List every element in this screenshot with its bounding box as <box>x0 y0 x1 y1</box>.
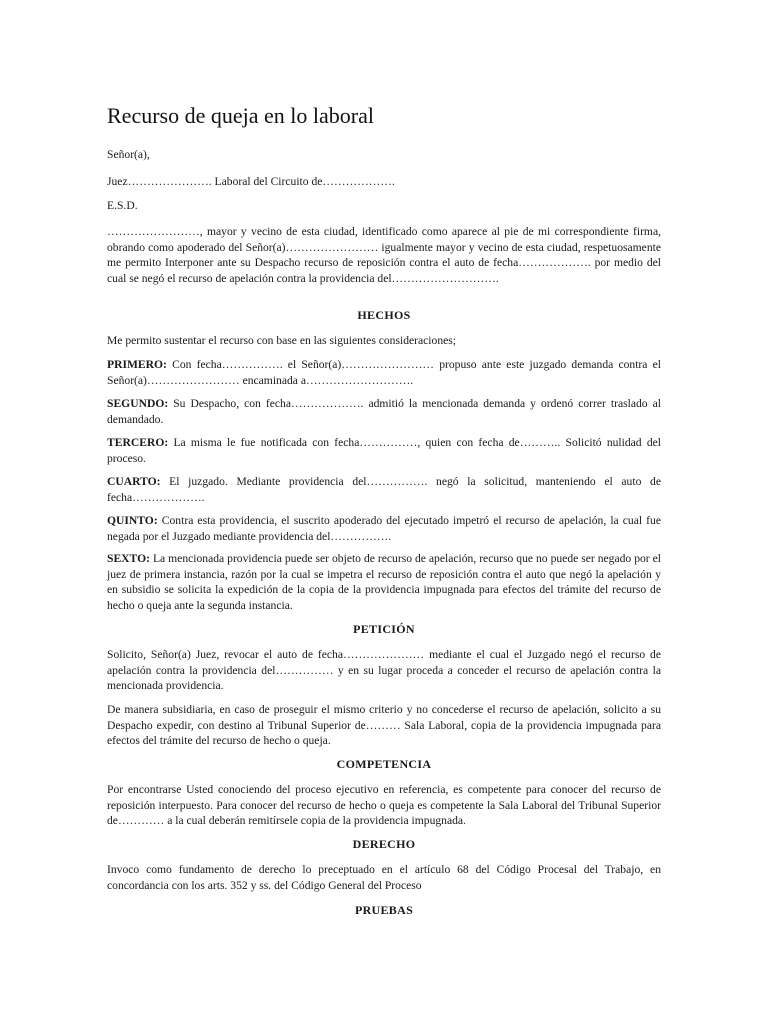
hecho-label: CUARTO: <box>107 475 161 488</box>
hecho-label: PRIMERO: <box>107 358 167 371</box>
hecho-text: Con fecha……………. el Señor(a)…………………… propuso ante este juzgado demanda contra el Señor(a)…………………… encaminada a………………………. <box>107 358 661 387</box>
hecho-cuarto <box>107 474 661 505</box>
hecho-text: La misma le fue notificada con fecha……………, quien con fecha de……….. Solicitó nulidad del proceso. <box>107 436 661 465</box>
hecho-segundo <box>107 396 661 427</box>
hecho-primero <box>107 357 661 388</box>
hecho-text: El juzgado. Mediante providencia del……………. negó la solicitud, manteniendo el auto de fecha………………. <box>107 475 661 504</box>
document-title: Recurso de queja en lo laboral <box>107 103 374 128</box>
hecho-label: SEXTO: <box>107 552 150 565</box>
judge-line: Juez…………………. Laboral del Circuito de………………. <box>107 175 395 188</box>
peticion-paragraph-1: Solicito, Señor(a) Juez, revocar el auto de fecha………………… mediante el cual el Juzgado negó el recurso de apelación contra la providencia del…………… y en su lugar proceda a conceder el recurso de apelación contra la mencionada providencia. <box>107 648 661 693</box>
competencia-paragraph: Por encontrarse Usted conociendo del proceso ejecutivo en referencia, es competente para conocer del recurso de reposición interpuesto. Para conocer del recurso de hecho o queja es competente la Sala Laboral del Tribunal Superior de………… a la cual deberán remitírsele copia de la providencia impugnada. <box>107 783 661 828</box>
hecho-label: TERCERO: <box>107 436 169 449</box>
salutation: Señor(a), <box>107 148 150 161</box>
hecho-label: QUINTO: <box>107 514 158 527</box>
pruebas-heading: PRUEBAS <box>354 903 414 917</box>
hecho-text: Su Despacho, con fecha………………. admitió la mencionada demanda y ordenó correr traslado al demandado. <box>107 397 661 426</box>
hecho-text: Contra esta providencia, el suscrito apoderado del ejecutado impetró el recurso de apelación, la cual fue negada por el Juzgado mediante providencia del……………. <box>107 514 661 543</box>
derecho-heading: DERECHO <box>352 837 416 851</box>
derecho-paragraph: Invoco como fundamento de derecho lo preceptuado en el artículo 68 del Código Procesal del Trabajo, en concordancia con los arts. 352 y ss. del Código General del Proceso <box>107 863 661 892</box>
hecho-quinto <box>107 513 661 544</box>
hechos-heading: HECHOS <box>357 308 411 322</box>
hecho-text: La mencionada providencia puede ser objeto de recurso de apelación, recurso que no puede ser negado por el juez de primera instancia, razón por la cual se impetra el recurso de reposición contra el auto que negó la apelación y en subsidio se solicita la expedición de la copia de la providencia impugnada para efectos del trámite del recurso de hecho o queja ante la segunda instancia. <box>107 552 661 612</box>
hecho-tercero <box>107 435 661 466</box>
esd-line: E.S.D. <box>107 199 138 212</box>
hecho-sexto <box>107 551 661 613</box>
peticion-heading: PETICIÓN <box>353 622 415 636</box>
hecho-label: SEGUNDO: <box>107 397 169 410</box>
intro-paragraph: ……………………, mayor y vecino de esta ciudad, identificado como aparece al pie de mi correspondiente firma, obrando como apoderado del Señor(a)…………………… igualmente mayor y vecino de esta ciudad, respetuosamente me permito Interponer ante su Despacho recurso de reposición contra el auto de fecha………………. por medio del cual se negó el recurso de apelación contra la providencia del………………………. <box>107 225 661 285</box>
peticion-paragraph-2: De manera subsidiaria, en caso de proseguir el mismo criterio y no concederse el recurso de apelación, solicito a su Despacho expedir, con destino al Tribunal Superior de……… Sala Laboral, copia de la providencia impugnada para efectos del trámite del recurso de hecho o queja. <box>107 703 661 748</box>
hechos-lead: Me permito sustentar el recurso con base en las siguientes consideraciones; <box>107 334 456 347</box>
competencia-heading: COMPETENCIA <box>336 757 432 771</box>
